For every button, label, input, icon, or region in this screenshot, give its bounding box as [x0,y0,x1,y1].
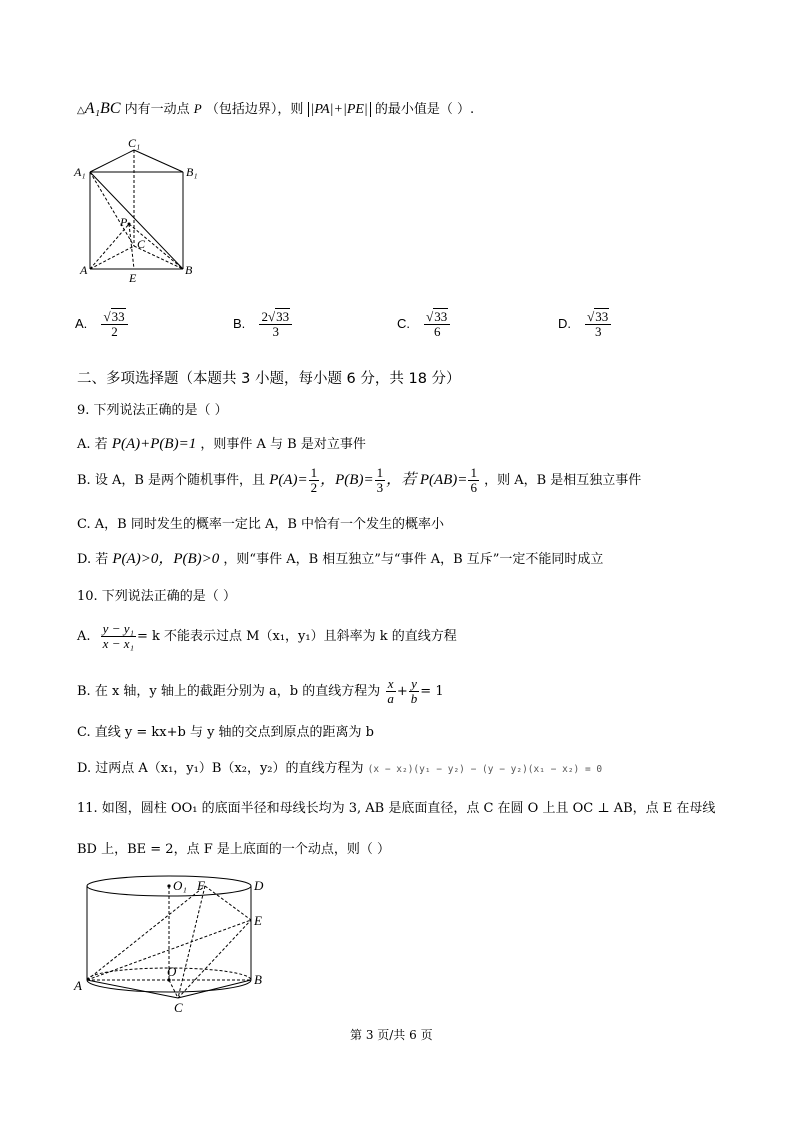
cylinder-figure [70,870,280,1015]
option-formula: ，P(B)= [320,472,374,488]
q10-option-d[interactable] [77,757,602,776]
q10-option-a[interactable] [77,622,457,651]
option-text: 若 [94,437,108,452]
label-a: A [74,978,82,993]
option-label: D. [77,552,92,567]
q9-option-d[interactable] [77,547,603,568]
stem-text: 内有一动点 [124,102,190,117]
fraction: $\frac{y}{b}$ [410,676,418,706]
stem-text: 的最小值是（ ）. [374,102,475,117]
q8-option-d[interactable] [558,310,612,339]
q8-option-c[interactable] [397,310,451,339]
section-title: 二、多项选择题（本题共 3 小题，每小题 6 分，共 18 分） [77,371,461,387]
option-label: B. [77,684,91,699]
label-d: D [254,878,264,893]
q9-option-b[interactable] [77,466,641,495]
fraction: $\frac{1}{3}$ [376,465,384,495]
option-formula: P(A)>0，P(B)>0 [112,551,220,567]
fraction: $\frac{\text{y − y₁}}{\text{x − x₁}}$ [102,621,135,651]
triangle-symbol: △ [77,105,85,116]
q8-stem [77,98,474,118]
option-formula: P(A)+P(B)=1 [111,436,197,452]
label-e: E [129,271,137,285]
label-o: O [167,964,177,979]
option-text: 设 A，B 是两个随机事件，且 [94,473,266,488]
label-a: A [80,263,88,277]
stem-expression: |PA|+|PE| [308,102,371,117]
label-c: C [137,237,146,251]
q8-option-a[interactable] [75,310,129,339]
fraction: $\frac{1}{6}$ [470,465,477,495]
point-p: P [193,101,202,116]
fraction: $\frac{1}{2}$ [310,465,318,495]
label-p: P [120,215,128,229]
q10-stem: 10. 下列说法正确的是（ ） [77,589,236,604]
option-text: 在 x 轴，y 轴上的截距分别为 a，b 的直线方程为 [94,684,381,699]
option-text: 过两点 A（x₁，y₁）B（x₂，y₂）的直线方程为 [95,761,364,776]
label-o1: O₁ [173,878,187,893]
triangle-name: A₁BC [84,100,121,117]
label-b: B [254,972,262,987]
prism-figure [72,136,202,286]
label-b1: B₁ [186,165,198,179]
stem-text: （包括边界），则 [205,102,304,117]
label-b: B [185,263,193,277]
option-value: $\frac{√33}{2}$ [101,310,127,339]
option-value: $\frac{√33}{6}$ [424,310,450,339]
option-label: B. [77,473,91,488]
q11-stem-line1: 11. 如图，圆柱 OO₁ 的底面半径和母线长均为 3, AB 是底面直径，点 C 在圆 O 上且 OC ⊥ AB，点 E 在母线 [77,801,716,816]
option-text: ，则事件 A 与 B 是对立事件 [200,437,366,452]
option-label: C. [397,316,410,331]
q9-stem: 9. 下列说法正确的是（ ） [77,403,228,418]
option-label: D. [77,761,92,776]
option-formula: P(A)= [269,472,308,488]
q10-option-c[interactable]: C. 直线 y = kx+b 与 y 轴的交点到原点的距离为 b [77,725,375,740]
q9-option-c[interactable]: C. A，B 同时发生的概率一定比 A，B 中恰有一个发生的概率小 [77,517,445,532]
option-label: A. [77,629,91,644]
label-f: F [197,878,205,893]
option-formula: ，若 P(AB)= [386,472,468,488]
option-label: A. [77,437,91,452]
fraction: $\frac{x}{a}$ [387,676,394,706]
label-c: C [174,1000,183,1015]
option-value: $\frac{√33}{3}$ [585,310,611,339]
page-number: 第 3 页/共 6 页 [350,1028,433,1042]
label-a1: A₁ [74,165,86,179]
option-formula: (x − x₂)(y₁ − y₂) − (y − y₂)(x₁ − x₂) = 0 [367,764,603,775]
label-c1: C₁ [128,136,141,150]
option-value: $\frac{2√33}{3}$ [259,310,292,339]
option-text: ，则 A，B 是相互独立事件 [484,473,642,488]
option-text: = 1 [420,684,444,699]
option-label: A. [75,316,88,331]
q10-option-b[interactable]: B. 在 x 轴，y 轴上的截距分别为 a，b 的直线方程为 $\frac{x}{a}$ + $\frac{y}{b}$ = 1 [77,676,444,706]
option-text: = k 不能表示过点 M（x₁，y₁）且斜率为 k 的直线方程 [137,629,457,644]
label-e: E [254,913,262,928]
q9-option-a[interactable] [77,433,366,453]
option-label: B. [233,316,246,331]
q11-stem-line2: BD 上，BE = 2，点 F 是上底面的一个动点，则（ ） [77,842,390,857]
option-text: ，则“事件 A，B 相互独立”与“事件 A，B 互斥”一定不能同时成立 [223,552,604,567]
option-text: 若 [95,552,109,567]
option-label: D. [558,316,571,331]
q8-option-b[interactable] [233,310,293,339]
